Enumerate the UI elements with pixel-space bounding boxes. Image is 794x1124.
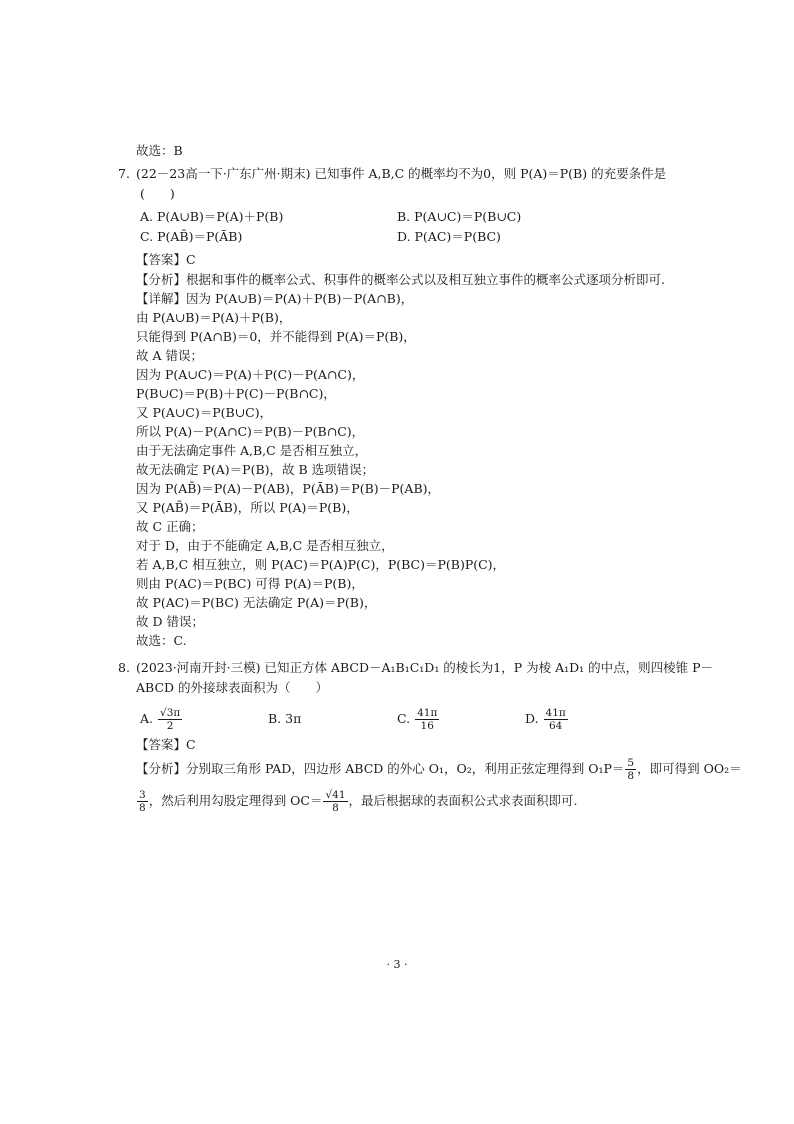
q7-detail-line: 故 D 错误； — [136, 614, 204, 629]
q7-number: 7. — [118, 166, 130, 181]
prev-answer-line: 故选：B — [136, 143, 183, 158]
q7-detail-line: 故选：C. — [136, 633, 187, 648]
option-fraction — [544, 707, 568, 732]
option-letter: D. — [525, 711, 539, 726]
q8-analysis-line2 — [136, 789, 578, 814]
q7-detail-line: 故 C 正确； — [136, 519, 204, 534]
q7-detail-line: 【详解】因为 P(A∪B)＝P(A)＋P(B)－P(A∩B)， — [136, 291, 414, 306]
q7-detail-line: 则由 P(AC)＝P(BC) 可得 P(A)＝P(B)， — [136, 576, 364, 591]
fraction-numerator: 5 — [627, 757, 635, 769]
q7-detail-line: 若 A,B,C 相互独立，则 P(AC)＝P(A)P(C)，P(BC)＝P(B)P(C)， — [136, 557, 506, 572]
q8-option-b — [268, 711, 301, 727]
fraction-denominator: 8 — [332, 802, 339, 814]
q7-option-a: A. P(A∪B)＝P(A)＋P(B) — [140, 209, 284, 224]
fraction-numerator: 41π — [417, 707, 438, 719]
q7-detail-line: P(B∪C)＝P(B)＋P(C)－P(B∩C)， — [136, 386, 336, 401]
q8-stem-line1: (2023·河南开封·三模) 已知正方体 ABCD－A₁B₁C₁D₁ 的棱长为1，P 为棱 A₁D₁ 的中点，则四棱锥 P－ — [136, 660, 714, 675]
fraction-denominator: 8 — [627, 770, 635, 782]
q7-paren: ( ) — [140, 186, 175, 201]
q8-option-a — [140, 707, 183, 732]
analysis-fraction — [137, 789, 148, 814]
option-value: 3π — [285, 711, 302, 726]
option-letter: C. — [397, 711, 411, 726]
q7-answer: 【答案】C — [136, 252, 196, 267]
fraction-numerator: 3 — [139, 789, 146, 801]
analysis-fraction — [323, 789, 347, 814]
q7-detail-line: 因为 P(A∪C)＝P(A)＋P(C)－P(A∩C)， — [136, 367, 365, 382]
page-number: · 3 · — [386, 958, 408, 971]
q7-option-d: D. P(AC)＝P(BC) — [397, 229, 501, 244]
analysis-fraction — [625, 757, 636, 782]
q7-analysis: 【分析】根据和事件的概率公式、积事件的概率公式以及相互独立事件的概率公式逐项分析即可. — [136, 272, 665, 287]
analysis-text: ，最后根据球的表面积公式求表面积即可. — [348, 793, 578, 808]
analysis-text: ，然后利用勾股定理得到 OC＝ — [148, 793, 323, 808]
fraction-numerator: 41π — [545, 707, 566, 719]
q7-detail-line: 故 A 错误； — [136, 348, 203, 363]
q8-option-d — [525, 707, 569, 732]
q7-detail-line: 只能得到 P(A∩B)＝0，并不能得到 P(A)＝P(B)， — [136, 329, 416, 344]
q7-detail-line: 故 P(AC)＝P(BC) 无法确定 P(A)＝P(B)， — [136, 595, 377, 610]
q8-stem-line2: ABCD 的外接球表面积为（ ） — [136, 680, 329, 695]
fraction-denominator: 2 — [166, 720, 174, 732]
q7-option-c: C. P(AB̄)＝P(ĀB) — [140, 229, 243, 244]
q7-detail-line: 故无法确定 P(A)＝P(B)，故 B 选项错误； — [136, 462, 375, 477]
q8-answer: 【答案】C — [136, 737, 196, 752]
fraction-denominator: 16 — [420, 720, 434, 732]
option-letter: A. — [140, 711, 154, 726]
q8-number: 8. — [118, 660, 130, 675]
fraction-denominator: 64 — [548, 720, 563, 732]
q7-detail-line: 由 P(A∪B)＝P(A)＋P(B)， — [136, 310, 292, 325]
fraction-denominator: 8 — [139, 802, 146, 814]
q7-detail-line: 对于 D，由于不能确定 A,B,C 是否相互独立， — [136, 538, 394, 553]
option-fraction — [415, 707, 439, 732]
option-letter: B. — [268, 711, 282, 726]
q7-stem: (22－23高一下·广东广州·期末) 已知事件 A,B,C 的概率均不为0，则 P(A)＝P(B) 的充要条件是 — [136, 166, 667, 181]
q7-option-b: B. P(A∪C)＝P(B∪C) — [397, 209, 522, 224]
q7-detail-line: 因为 P(AB̄)＝P(A)－P(AB)，P(ĀB)＝P(B)－P(AB)， — [136, 481, 441, 496]
analysis-text: 【分析】分别取三角形 PAD，四边形 ABCD 的外心 O₁，O₂，利用正弦定理得到 O₁P＝ — [136, 761, 625, 776]
analysis-text: ，即可得到 OO₂＝ — [637, 761, 742, 776]
option-fraction — [158, 707, 182, 732]
q8-option-c — [397, 707, 440, 732]
q8-analysis-line1 — [136, 757, 742, 782]
fraction-numerator: √3π — [160, 707, 181, 719]
fraction-numerator: √41 — [325, 789, 346, 801]
q7-detail-line: 所以 P(A)－P(A∩C)＝P(B)－P(B∩C)， — [136, 424, 365, 439]
q7-detail-line: 由于无法确定事件 A,B,C 是否相互独立， — [136, 443, 368, 458]
q7-detail-line: 又 P(AB̄)＝P(ĀB)，所以 P(A)＝P(B)， — [136, 500, 359, 515]
q7-detail-line: 又 P(A∪C)＝P(B∪C)， — [136, 405, 273, 420]
